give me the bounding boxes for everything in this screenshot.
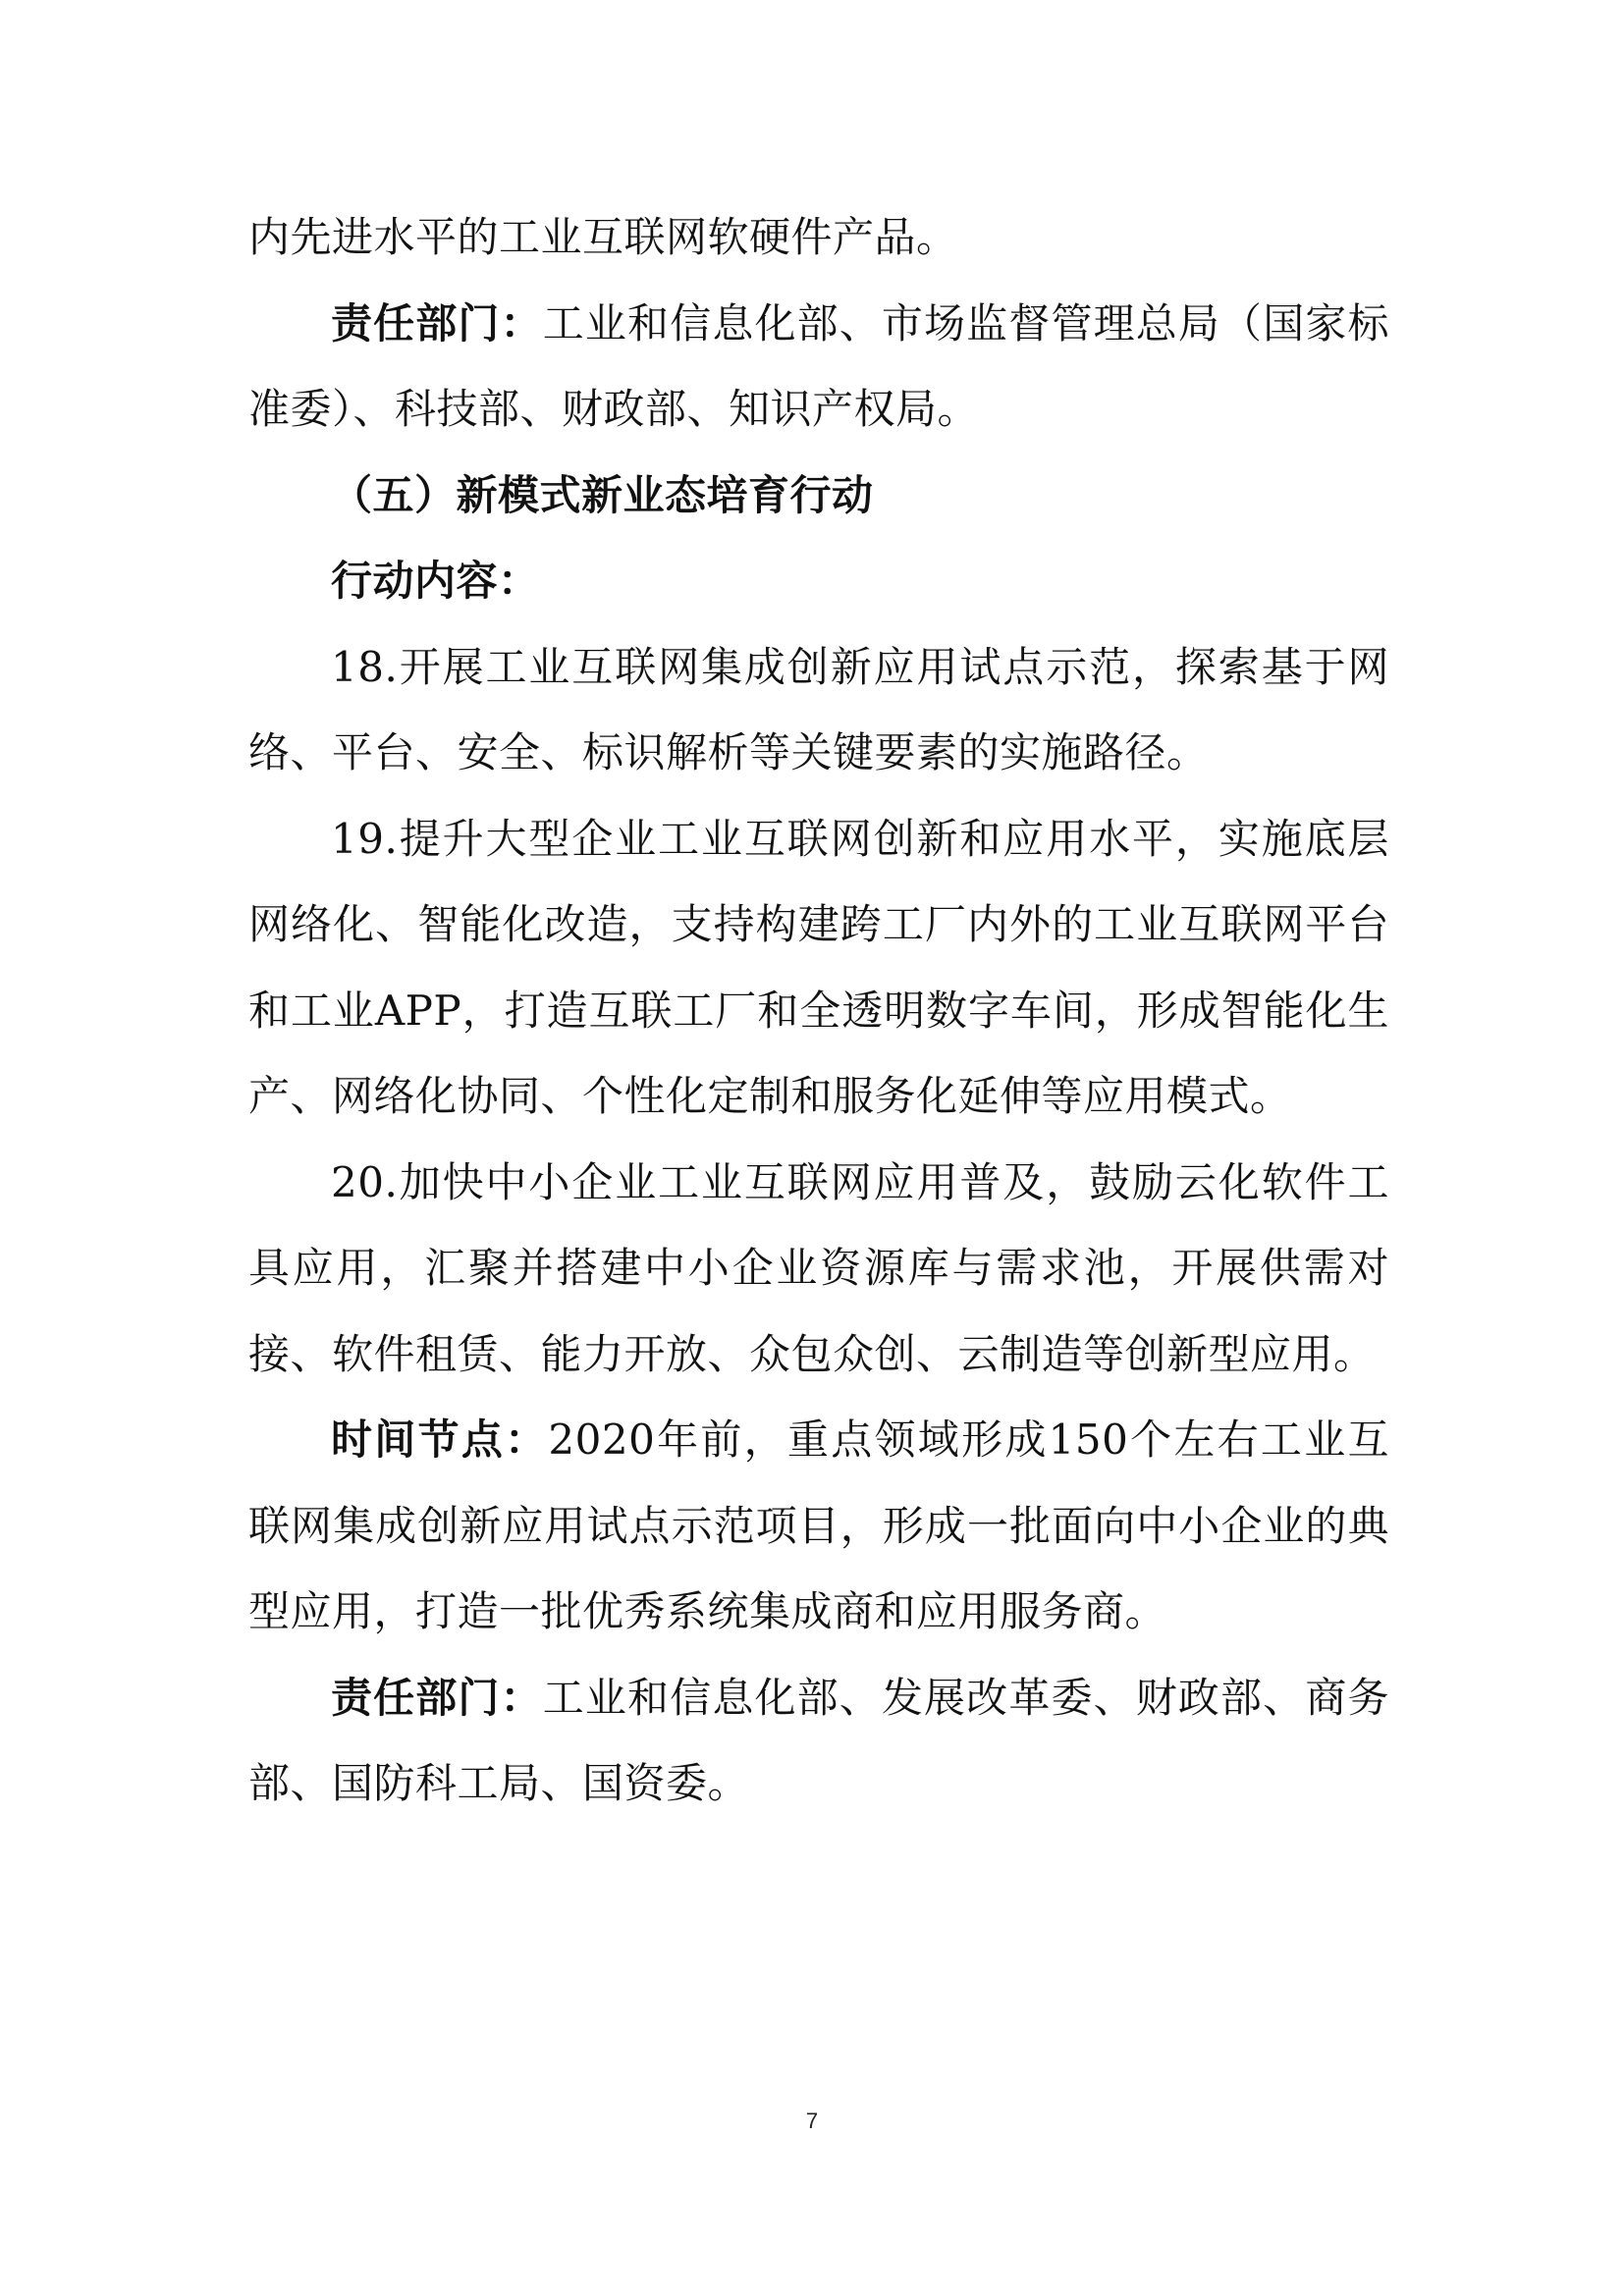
paragraph-item-18 (248, 624, 1389, 796)
label-action-content: 行动内容： (331, 557, 540, 605)
paragraph-text: 2020年前，重点领域形成150个左右工业互联网集成创新应用试点示范项目，形成一批面向中小企业的典型应用，打造一批优秀系统集成商和应用服务商。 (248, 1415, 1389, 1635)
paragraph-text: 工业和信息化部、市场监督管理总局（国家标准委）、科技部、财政部、知识产权局。 (248, 298, 1389, 433)
paragraph-text: 19.提升大型企业工业互联网创新和应用水平，实施底层网络化、智能化改造，支持构建跨工厂内外的工业互联网平台和工业APP，打造互联工厂和全透明数字车间，形成智能化生产、网络化协同、个性化定制和服务化延伸等应用模式。 (248, 814, 1389, 1120)
label-responsible-departments: 责任部门： (331, 1673, 543, 1722)
section-heading-text: （五）新模式新业态培育行动 (331, 470, 874, 519)
paragraph-action-content-label (248, 538, 1389, 624)
section-heading (248, 453, 1389, 539)
paragraph-responsible-departments-2 (248, 1655, 1389, 1827)
paragraph-item-20 (248, 1140, 1389, 1398)
paragraph-text: 20.加快中小企业工业互联网应用普及，鼓励云化软件工具应用，汇聚并搭建中小企业资源库与需求池，开展供需对接、软件租赁、能力开放、众包众创、云制造等创新型应用。 (248, 1157, 1389, 1378)
paragraph-text: 内先进水平的工业互联网软硬件产品。 (248, 213, 958, 261)
page-number: 7 (805, 2109, 819, 2133)
paragraph-item-19 (248, 796, 1389, 1140)
paragraph-timeline (248, 1397, 1389, 1655)
paragraph-continuation (248, 194, 1389, 281)
label-responsible-departments: 责任部门： (331, 298, 543, 347)
document-body (248, 194, 1389, 1827)
paragraph-text: 工业和信息化部、发展改革委、财政部、商务部、国防科工局、国资委。 (248, 1673, 1389, 1807)
paragraph-text: 18.开展工业互联网集成创新应用试点示范，探索基于网络、平台、安全、标识解析等关键要素的实施路径。 (248, 642, 1389, 776)
paragraph-responsible-departments (248, 281, 1389, 453)
label-timeline: 时间节点： (331, 1415, 549, 1464)
